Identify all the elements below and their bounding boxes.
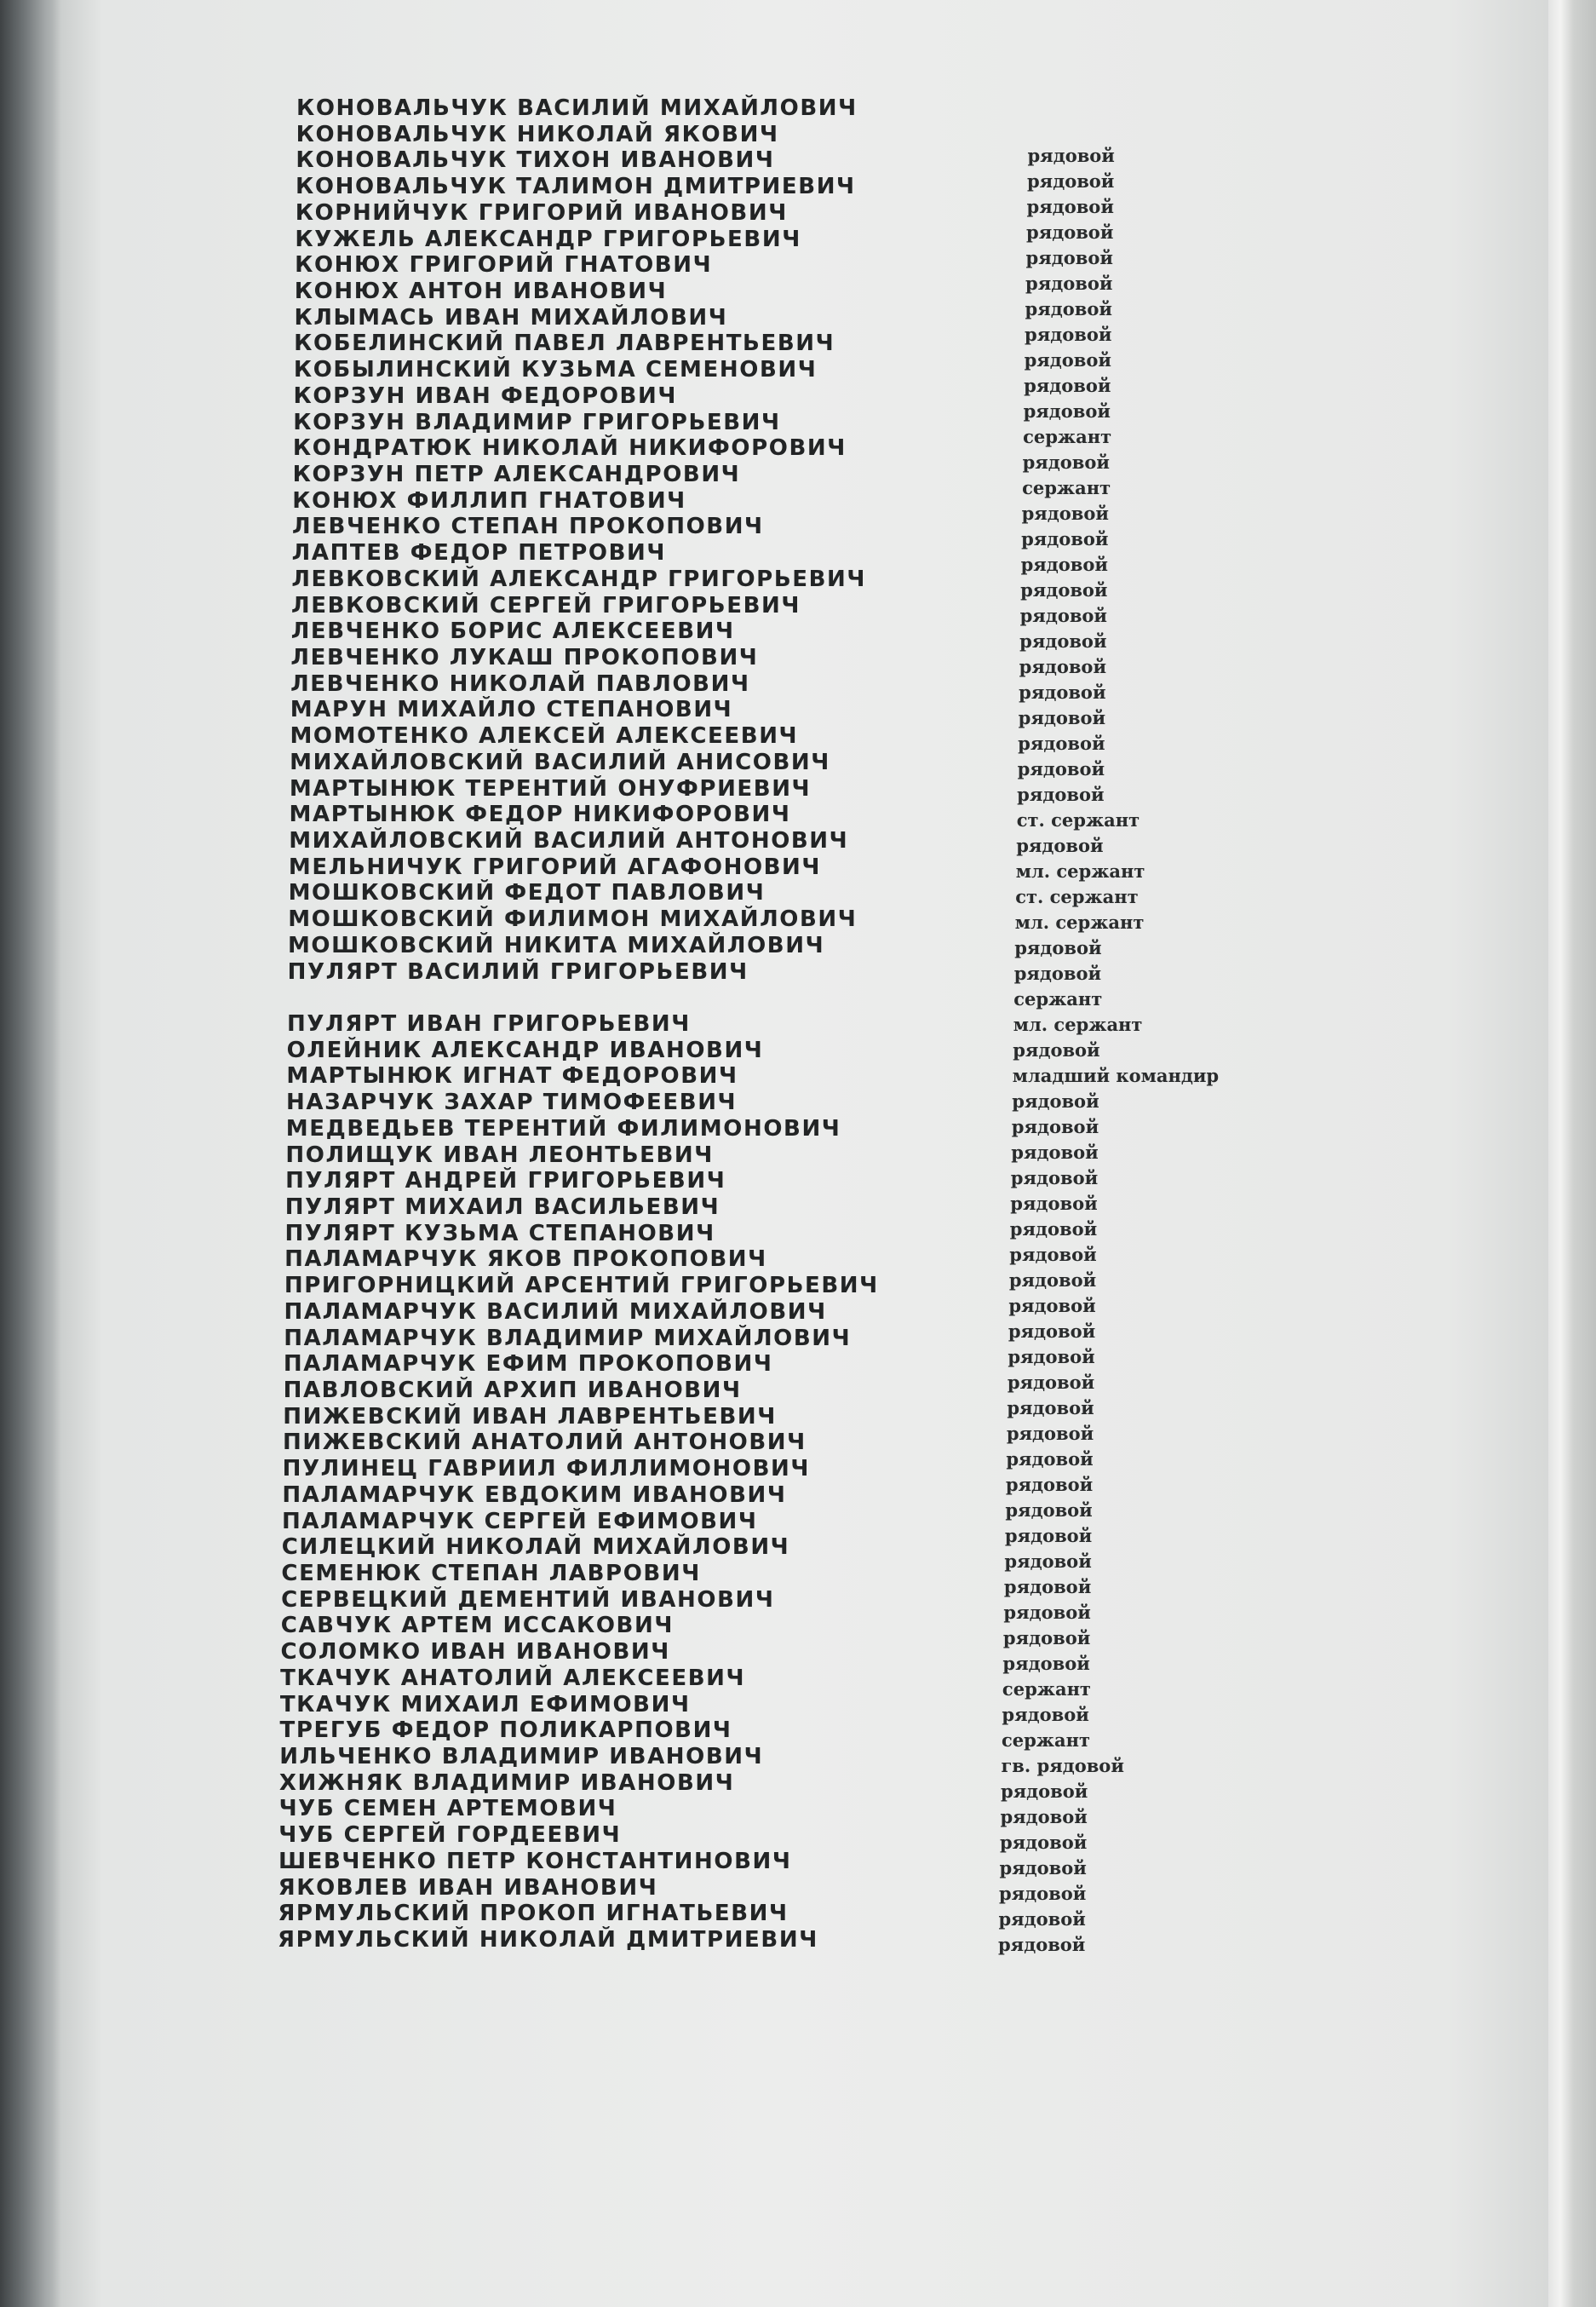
person-name: КОНЮХ ФИЛЛИП ГНАТОВИЧ [292, 487, 686, 514]
military-rank: рядовой [1027, 145, 1115, 166]
military-rank: рядовой [1024, 375, 1111, 396]
person-name: ПИЖЕВСКИЙ ИВАН ЛАВРЕНТЬЕВИЧ [283, 1403, 777, 1430]
person-name: КОРЗУН ПЕТР АЛЕКСАНДРОВИЧ [292, 462, 741, 487]
person-name: МОШКОВСКИЙ НИКИТА МИХАЙЛОВИЧ [287, 932, 825, 958]
person-name: ЛАПТЕВ ФЕДОР ПЕТРОВИЧ [291, 540, 667, 567]
military-rank: рядовой [1002, 1653, 1090, 1674]
person-name: МЕДВЕДЬЕВ ТЕРЕНТИЙ ФИЛИМОНОВИЧ [285, 1115, 841, 1142]
person-name: СОЛОМКО ИВАН ИВАНОВИЧ [280, 1639, 670, 1666]
person-name: ТРЕГУБ ФЕДОР ПОЛИКАРПОВИЧ [279, 1717, 732, 1744]
military-rank: рядовой [1025, 324, 1112, 345]
military-rank: рядовой [1011, 1116, 1099, 1137]
military-rank: рядовой [1017, 758, 1105, 780]
person-name: ЛЕВЧЕНКО НИКОЛАЙ ПАВЛОВИЧ [290, 670, 750, 697]
person-name: КУЖЕЛЬ АЛЕКСАНДР ГРИГОРЬЕВИЧ [295, 226, 801, 252]
military-rank: рядовой [1018, 707, 1106, 728]
military-rank: рядовой [1021, 503, 1109, 524]
military-rank: сержант [1022, 477, 1111, 498]
military-rank: рядовой [1003, 1576, 1092, 1597]
military-rank: рядовой [998, 1883, 1087, 1904]
military-rank: рядовой [1002, 1627, 1091, 1648]
person-name: ЯКОВЛЕВ ИВАН ИВАНОВИЧ [278, 1874, 658, 1901]
military-rank: рядовой [1018, 733, 1105, 754]
person-name: КОНЮХ АНТОН ИВАНОВИЧ [294, 279, 668, 304]
person-name: ПАЛАМАРЧУК ВАСИЛИЙ МИХАЙЛОВИЧ [284, 1298, 827, 1325]
person-name: ПУЛЯРТ КУЗЬМА СТЕПАНОВИЧ [284, 1220, 715, 1246]
military-rank: рядовой [999, 1857, 1087, 1878]
person-name: ПУЛИНЕЦ ГАВРИИЛ ФИЛЛИМОНОВИЧ [282, 1456, 810, 1482]
military-rank: рядовой [1009, 1218, 1098, 1240]
person-name: МАРТЫНЮК ФЕДОР НИКИФОРОВИЧ [289, 802, 791, 828]
person-name: МАРУН МИХАЙЛО СТЕПАНОВИЧ [290, 697, 733, 723]
military-rank: рядовой [1016, 835, 1104, 856]
person-name: СЕМЕНЮК СТЕПАН ЛАВРОВИЧ [281, 1561, 701, 1586]
person-name: ПРИГОРНИЦКИЙ АРСЕНТИЙ ГРИГОРЬЕВИЧ [284, 1273, 879, 1299]
military-rank: рядовой [1004, 1550, 1092, 1572]
person-name: СИЛЕЦКИЙ НИКОЛАЙ МИХАЙЛОВИЧ [281, 1534, 790, 1561]
military-rank: рядовой [1019, 656, 1107, 677]
person-name: КОНДРАТЮК НИКОЛАЙ НИКИФОРОВИЧ [292, 435, 847, 462]
person-name: ЛЕВЧЕНКО ЛУКАШ ПРОКОПОВИЧ [290, 645, 759, 670]
person-name: ПАЛАМАРЧУК ЕФИМ ПРОКОПОВИЧ [283, 1351, 773, 1378]
person-name: КОРНИЙЧУК ГРИГОРИЙ ИВАНОВИЧ [295, 199, 788, 226]
person-name: ЛЕВКОВСКИЙ АЛЕКСАНДР ГРИГОРЬЕВИЧ [291, 566, 867, 592]
military-rank: младший командир [1012, 1065, 1220, 1086]
person-name: МОМОТЕНКО АЛЕКСЕЙ АЛЕКСЕЕВИЧ [290, 723, 799, 750]
military-rank: мл. сержант [1015, 860, 1145, 882]
military-rank: сержант [1002, 1678, 1091, 1700]
military-rank: рядовой [1007, 1372, 1095, 1393]
military-rank: рядовой [999, 1832, 1088, 1853]
military-rank: рядовой [1026, 196, 1114, 217]
military-rank: сержант [1001, 1729, 1090, 1751]
military-rank: ст. сержант [1015, 886, 1139, 907]
military-rank: рядовой [1025, 247, 1113, 268]
person-name: ЛЕВЧЕНКО СТЕПАН ПРОКОПОВИЧ [291, 514, 764, 540]
military-rank: рядовой [1020, 579, 1108, 601]
person-name: КОНЮХ ГРИГОРИЙ ГНАТОВИЧ [295, 252, 713, 279]
military-rank: рядовой [1003, 1602, 1091, 1623]
military-rank: рядовой [1017, 784, 1105, 805]
person-name: МИХАЙЛОВСКИЙ ВАСИЛИЙ АНТОНОВИЧ [289, 828, 849, 854]
person-name: ПУЛЯРТ ВАСИЛИЙ ГРИГОРЬЕВИЧ [287, 958, 749, 985]
military-rank: рядовой [1010, 1167, 1099, 1188]
person-name: ЯРМУЛЬСКИЙ ПРОКОП ИГНАТЬЕВИЧ [278, 1901, 789, 1927]
military-rank: сержант [1023, 426, 1112, 447]
person-name: ПУЛЯРТ АНДРЕЙ ГРИГОРЬЕВИЧ [285, 1168, 726, 1194]
military-rank: рядовой [1004, 1525, 1093, 1546]
military-rank: рядовой [1006, 1423, 1094, 1444]
military-rank: рядовой [1009, 1244, 1097, 1265]
person-name: ПОЛИЩУК ИВАН ЛЕОНТЬЕВИЧ [285, 1142, 714, 1168]
military-rank: рядовой [998, 1908, 1086, 1930]
military-rank: мл. сержант [1013, 1014, 1143, 1035]
person-name: САВЧУК АРТЕМ ИССАКОВИЧ [280, 1613, 674, 1639]
person-name: КОНОВАЛЬЧУК НИКОЛАЙ ЯКОВИЧ [296, 121, 779, 147]
military-rank: рядовой [1021, 528, 1109, 549]
person-name: МОШКОВСКИЙ ФИЛИМОН МИХАЙЛОВИЧ [288, 906, 858, 933]
military-rank: рядовой [1006, 1448, 1094, 1470]
person-name: ИЛЬЧЕНКО ВЛАДИМИР ИВАНОВИЧ [279, 1744, 764, 1769]
person-name: ТКАЧУК АНАТОЛИЙ АЛЕКСЕЕВИЧ [280, 1665, 746, 1691]
person-name: КЛЫМАСЬ ИВАН МИХАЙЛОВИЧ [294, 304, 728, 331]
person-name: ПИЖЕВСКИЙ АНАТОЛИЙ АНТОНОВИЧ [282, 1430, 807, 1456]
person-name: МАРТЫНЮК ИГНАТ ФЕДОРОВИЧ [286, 1063, 738, 1090]
person-name: МОШКОВСКИЙ ФЕДОТ ПАВЛОВИЧ [288, 880, 766, 906]
military-rank: рядовой [1012, 1090, 1099, 1112]
military-rank: рядовой [1008, 1346, 1095, 1367]
military-rank: рядовой [1013, 963, 1102, 984]
person-name: МАРТЫНЮК ТЕРЕНТИЙ ОНУФРИЕВИЧ [289, 775, 812, 802]
person-name: КОБЕЛИНСКИЙ ПАВЕЛ ЛАВРЕНТЬЕВИЧ [294, 331, 835, 357]
person-name: НАЗАРЧУК ЗАХАР ТИМОФЕЕВИЧ [286, 1090, 738, 1116]
person-name: ШЕВЧЕНКО ПЕТР КОНСТАНТИНОВИЧ [278, 1848, 792, 1874]
person-name: ПАВЛОВСКИЙ АРХИП ИВАНОВИЧ [283, 1378, 742, 1403]
military-rank: рядовой [1008, 1295, 1096, 1316]
person-name: ЛЕВКОВСКИЙ СЕРГЕЙ ГРИГОРЬЕВИЧ [291, 592, 801, 618]
military-rank: рядовой [1019, 630, 1107, 652]
military-rank: рядовой [1027, 170, 1115, 192]
military-rank: рядовой [1008, 1320, 1096, 1342]
military-rank: ст. сержант [1016, 809, 1140, 831]
military-rank: рядовой [1013, 1039, 1100, 1061]
person-name: ТКАЧУК МИХАИЛ ЕФИМОВИЧ [279, 1691, 691, 1717]
military-rank: рядовой [1019, 682, 1106, 703]
person-name: МИХАЙЛОВСКИЙ ВАСИЛИЙ АНИСОВИЧ [290, 749, 830, 775]
person-name: ПУЛЯРТ ИВАН ГРИГОРЬЕВИЧ [287, 1011, 691, 1037]
person-name: ЧУБ СЕМЕН АРТЕМОВИЧ [278, 1796, 617, 1822]
person-name: ЛЕВЧЕНКО БОРИС АЛЕКСЕЕВИЧ [290, 618, 735, 645]
person-name: ПАЛАМАРЧУК ВЛАДИМИР МИХАЙЛОВИЧ [284, 1325, 852, 1351]
military-rank: рядовой [1026, 221, 1114, 243]
military-rank: рядовой [1011, 1142, 1099, 1163]
person-name: СЕРВЕЦКИЙ ДЕМЕНТИЙ ИВАНОВИЧ [281, 1586, 775, 1613]
military-rank: рядовой [1024, 349, 1111, 371]
person-name: ПАЛАМАРЧУК ЕВДОКИМ ИВАНОВИЧ [282, 1481, 787, 1508]
person-name: ХИЖНЯК ВЛАДИМИР ИВАНОВИЧ [278, 1769, 735, 1796]
military-rank: рядовой [1022, 452, 1110, 473]
person-name: КОБЫЛИНСКИЙ КУЗЬМА СЕМЕНОВИЧ [293, 357, 818, 383]
person-name: ЯРМУЛЬСКИЙ НИКОЛАЙ ДМИТРИЕВИЧ [278, 1927, 818, 1953]
military-rank: гв. рядовой [1001, 1755, 1124, 1776]
military-rank: сержант [1013, 988, 1103, 1010]
military-rank: рядовой [1010, 1193, 1098, 1214]
person-name: ЧУБ СЕРГЕЙ ГОРДЕЕВИЧ [278, 1822, 622, 1849]
person-name: КОНОВАЛЬЧУК ТИХОН ИВАНОВИЧ [296, 147, 775, 174]
military-rank: рядовой [1014, 937, 1102, 958]
military-rank: мл. сержант [1014, 912, 1145, 933]
person-name: МЕЛЬНИЧУК ГРИГОРИЙ АГАФОНОВИЧ [288, 854, 822, 880]
military-rank: рядовой [1007, 1397, 1094, 1418]
military-rank: рядовой [1025, 298, 1112, 319]
person-name: ПАЛАМАРЧУК СЕРГЕЙ ЕФИМОВИЧ [282, 1508, 758, 1534]
military-rank: рядовой [1005, 1499, 1093, 1521]
person-name: КОНОВАЛЬЧУК ТАЛИМОН ДМИТРИЕВИЧ [296, 174, 856, 200]
person-name: ПАЛАМАРЧУК ЯКОВ ПРОКОПОВИЧ [284, 1246, 767, 1273]
military-rank: рядовой [1005, 1474, 1094, 1495]
person-name: ОЛЕЙНИК АЛЕКСАНДР ИВАНОВИЧ [286, 1037, 764, 1063]
military-rank: рядовой [1023, 400, 1111, 422]
military-rank: рядовой [1000, 1806, 1088, 1827]
military-rank: рядовой [1020, 554, 1108, 575]
person-name: КОРЗУН ВЛАДИМИР ГРИГОРЬЕВИЧ [293, 409, 781, 435]
military-rank: рядовой [998, 1934, 1086, 1955]
military-rank: рядовой [1008, 1269, 1097, 1291]
person-name: ПУЛЯРТ МИХАИЛ ВАСИЛЬЕВИЧ [284, 1194, 720, 1220]
military-rank: рядовой [1002, 1704, 1089, 1725]
person-name: КОРЗУН ИВАН ФЕДОРОВИЧ [293, 383, 677, 409]
person-name: КОНОВАЛЬЧУК ВАСИЛИЙ МИХАЙЛОВИЧ [296, 95, 858, 121]
military-rank: рядовой [1000, 1781, 1088, 1802]
military-rank: рядовой [1025, 273, 1113, 294]
military-rank: рядовой [1019, 605, 1107, 626]
